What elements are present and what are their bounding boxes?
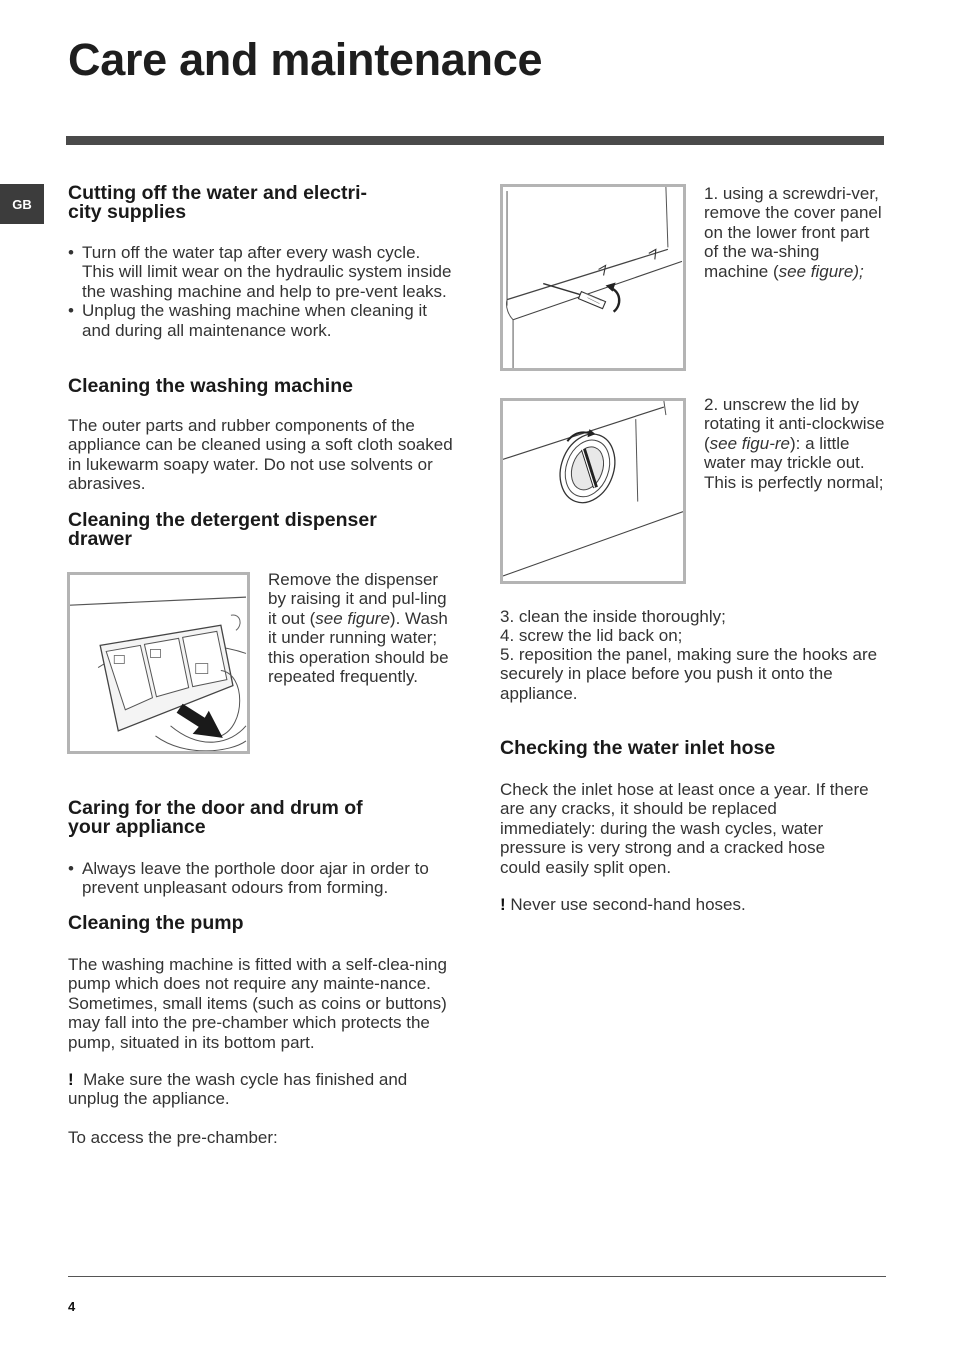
dispenser-body	[268, 570, 458, 686]
cover-panel-illustration	[503, 187, 683, 368]
step-4: 4. screw the lid back on;	[500, 626, 683, 645]
pump-lid-figure	[500, 398, 686, 584]
step2-text-b: ): a little water may trickle out. This is perfectly normal;	[704, 433, 884, 492]
see-figure-ref: see figure	[778, 261, 854, 281]
step-3: 3. clean the inside thoroughly;	[500, 607, 726, 626]
list-item: • Turn off the water tap after every wash cycle. This will limit wear on the hydraulic system inside the washing machine and help to pre-vent leaks.	[68, 243, 454, 301]
inlet-hose-warning	[500, 895, 886, 914]
door-drum-bullet-list	[68, 859, 454, 898]
pump-body: The washing machine is fitted with a self-clea-ning pump which does not require any mainte-nance. Sometimes, small items (such as coins or buttons) may fall into the pre-chamber which protects the pump, situated in its bottom part.	[68, 955, 447, 1052]
step1-text-a: 1. using a screwdri-ver, remove the cover panel on the lower front part of the wa-shing machine (	[704, 184, 882, 281]
step2-text-a: 2. unscrew the lid by rotating it anti-clockwise (	[704, 395, 885, 453]
list-item: • Always leave the porthole door ajar in order to prevent unpleasant odours from forming.	[68, 859, 454, 898]
pump-warning-text: Make sure the wash cycle has finished and unplug the appliance.	[68, 1070, 408, 1109]
pump-lid-illustration	[503, 401, 683, 581]
pump-warning	[68, 1070, 456, 1109]
see-figure-ref: see figu-re	[709, 433, 790, 453]
cover-panel-figure	[500, 184, 686, 371]
step-2	[704, 395, 886, 492]
dispenser-drawer-figure	[67, 572, 250, 754]
section-heading-inlet-hose: Checking the water inlet hose	[500, 737, 776, 759]
step-1	[704, 184, 886, 281]
list-item: • Unplug the washing machine when cleaning it and during all maintenance work.	[68, 301, 454, 340]
supplies-bullet-list	[68, 243, 454, 340]
dispenser-drawer-illustration	[70, 575, 247, 751]
inlet-hose-body: Check the inlet hose at least once a year. If there are any cracks, it should be replaced immediately: during the wash cycles, water pressure is very strong and a cracked hose could easily split open.	[500, 780, 869, 877]
section-heading-door-drum: Caring for the door and drum of your appliance	[68, 797, 363, 838]
washing-machine-body: The outer parts and rubber components of the appliance can be cleaned using a soft cloth soaked in lukewarm soapy water. Do not use solvents or abrasives.	[68, 416, 453, 494]
section-heading-dispenser: Cleaning the detergent dispenser drawer	[68, 509, 377, 550]
section-heading-supplies: Cutting off the water and electri- city supplies	[68, 182, 368, 223]
warning-icon: !	[500, 895, 506, 914]
page-number: 4	[68, 1299, 76, 1314]
page-title: Care and maintenance	[68, 34, 543, 85]
step-5: 5. reposition the panel, making sure the hooks are securely in place before you push it onto the appliance.	[500, 645, 878, 703]
dispenser-text-a: Remove the dispenser by raising it and pul-ling it out (	[268, 570, 447, 628]
pump-access-text: To access the pre-chamber:	[68, 1128, 278, 1147]
title-rule	[66, 136, 884, 145]
inlet-hose-warning-text: Never use second-hand hoses.	[510, 895, 746, 914]
see-figure-ref: see figure	[315, 608, 390, 628]
section-heading-washing-machine: Cleaning the washing machine	[68, 375, 353, 397]
language-tab: GB	[0, 184, 44, 224]
step1-text-b: );	[853, 261, 864, 281]
section-heading-pump: Cleaning the pump	[68, 912, 244, 934]
footer-rule	[68, 1276, 886, 1277]
dispenser-text-b: ). Wash it under running water; this operation should be repeated frequently.	[268, 608, 449, 687]
warning-icon: !	[68, 1070, 74, 1089]
